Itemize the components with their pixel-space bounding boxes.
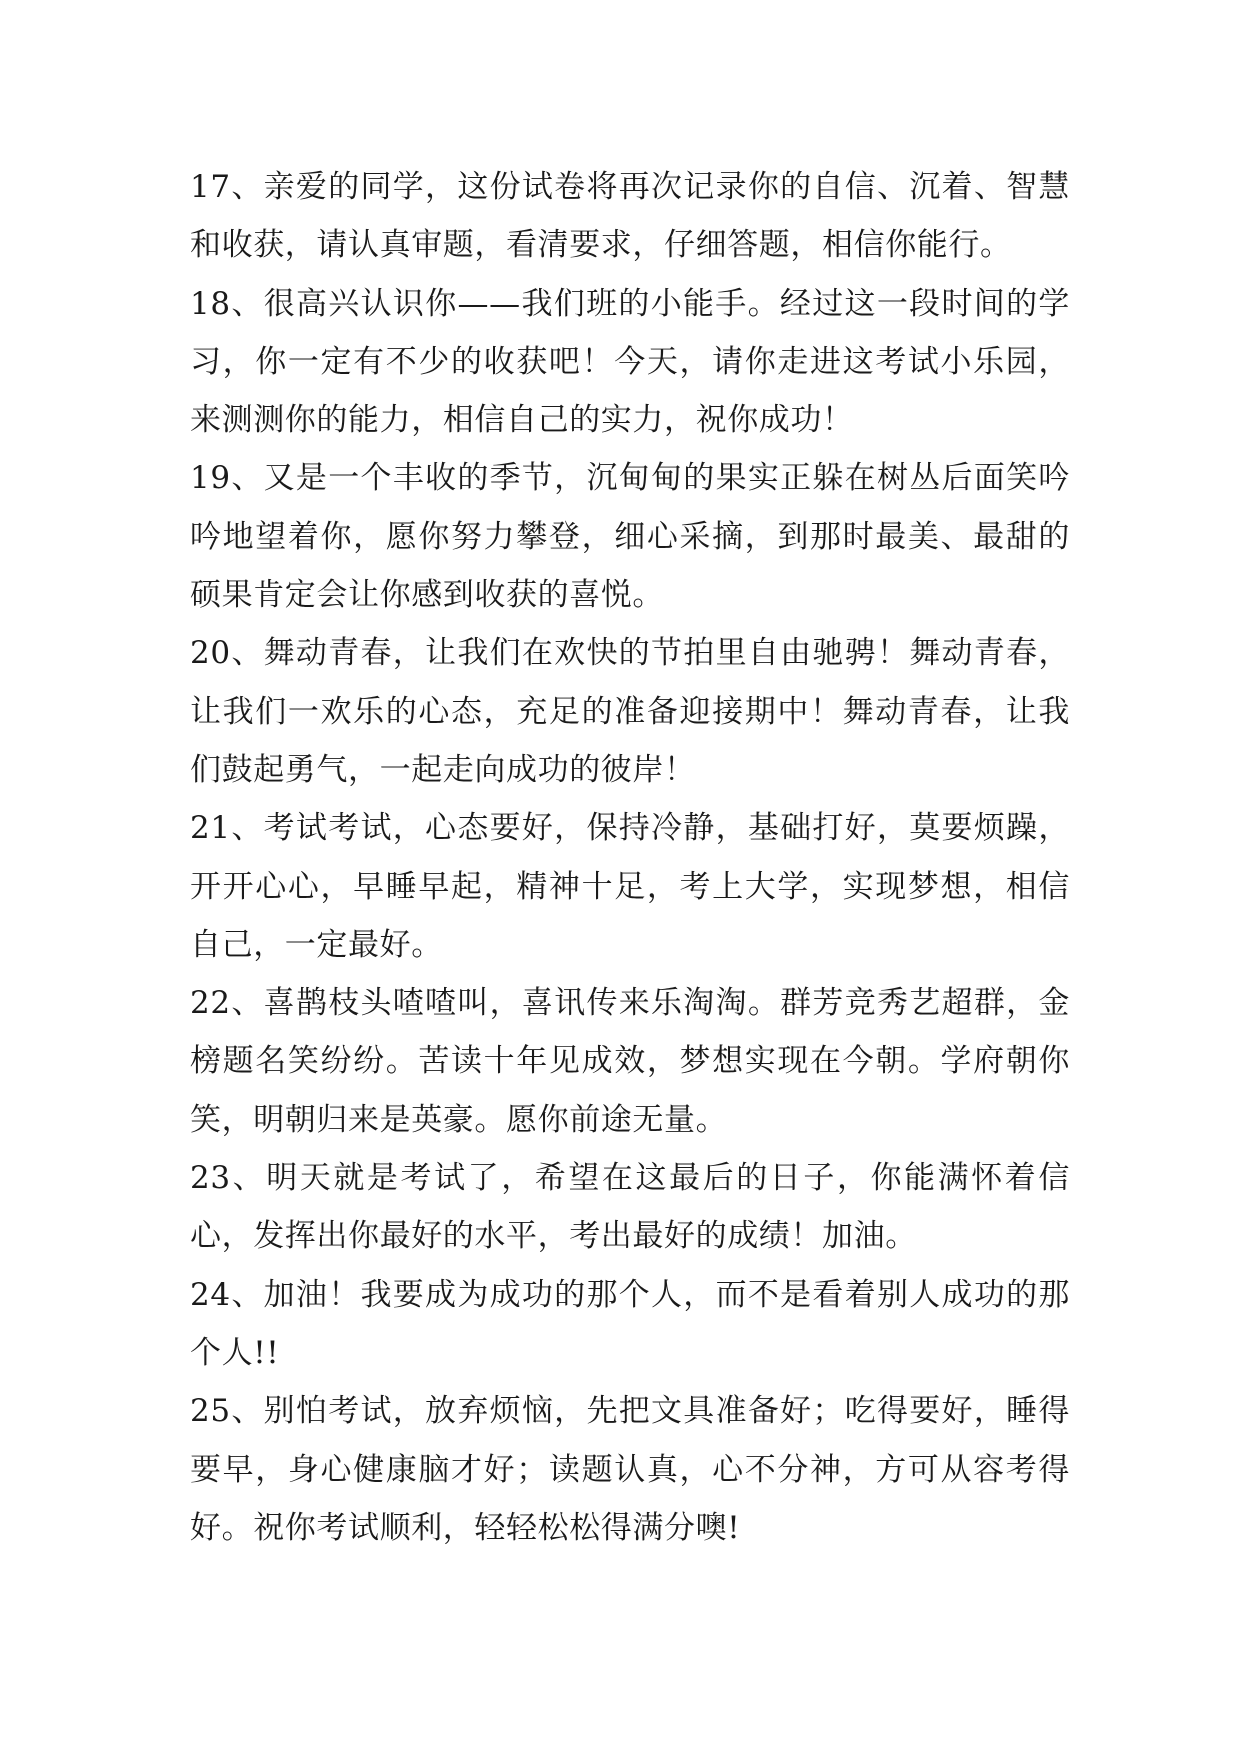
- entry-separator: 、: [230, 460, 264, 497]
- entry-number: 23: [190, 1160, 231, 1197]
- entry-number: 19: [190, 460, 231, 497]
- entry-separator: 、: [230, 985, 264, 1022]
- entry-text: 加油！我要成为成功的那个人，而不是看着别人成功的那个人!!: [190, 1276, 1070, 1371]
- entry-21: [190, 799, 1070, 974]
- entry-text: 亲爱的同学，这份试卷将再次记录你的自信、沉着、智慧和收获，请认真审题，看清要求，仔细答题，相信你能行。: [190, 169, 1070, 264]
- entry-number: 22: [190, 985, 231, 1022]
- entry-20: [190, 624, 1070, 799]
- entry-list: [190, 158, 1070, 1557]
- entry-separator: 、: [230, 1276, 264, 1313]
- entry-number: 25: [190, 1393, 231, 1430]
- entry-text: 明天就是考试了，希望在这最后的日子，你能满怀着信心，发挥出你最好的水平，考出最好的成绩！加油。: [190, 1160, 1070, 1255]
- entry-separator: 、: [230, 1160, 267, 1197]
- entry-separator: 、: [230, 635, 264, 672]
- entry-18: [190, 275, 1070, 450]
- entry-separator: 、: [230, 285, 264, 322]
- entry-24: [190, 1266, 1070, 1383]
- entry-text: 很高兴认识你——我们班的小能手。经过这一段时间的学习，你一定有不少的收获吧！今天，请你走进这考试小乐园，来测测你的能力，相信自己的实力，祝你成功！: [190, 285, 1071, 439]
- entry-separator: 、: [230, 810, 264, 847]
- entry-22: [190, 974, 1070, 1149]
- entry-number: 24: [190, 1276, 231, 1313]
- entry-text: 别怕考试，放弃烦恼，先把文具准备好；吃得要好，睡得要早，身心健康脑才好；读题认真，心不分神，方可从容考得好。祝你考试顺利，轻轻松松得满分噢!: [190, 1393, 1070, 1546]
- entry-19: [190, 449, 1070, 624]
- entry-23: [190, 1149, 1070, 1266]
- entry-17: [190, 158, 1070, 275]
- entry-separator: 、: [230, 169, 264, 205]
- entry-number: 20: [190, 635, 231, 672]
- entry-text: 考试考试，心态要好，保持冷静，基础打好，莫要烦躁，开开心心，早睡早起，精神十足，考上大学，实现梦想，相信自己，一定最好。: [190, 810, 1070, 963]
- entry-25: [190, 1382, 1070, 1557]
- entry-text: 喜鹊枝头喳喳叫，喜讯传来乐淘淘。群芳竞秀艺超群，金榜题名笑纷纷。苦读十年见成效，梦想实现在今朝。学府朝你笑，明朝归来是英豪。愿你前途无量。: [190, 985, 1070, 1138]
- entry-separator: 、: [230, 1393, 264, 1430]
- entry-text: 又是一个丰收的季节，沉甸甸的果实正躲在树丛后面笑吟吟地望着你，愿你努力攀登，细心采摘，到那时最美、最甜的硕果肯定会让你感到收获的喜悦。: [190, 460, 1070, 614]
- entry-number: 17: [190, 169, 231, 205]
- entry-text: 舞动青春，让我们在欢快的节拍里自由驰骋！舞动青春，让我们一欢乐的心态，充足的准备迎接期中！舞动青春，让我们鼓起勇气，一起走向成功的彼岸！: [190, 635, 1070, 788]
- entry-number: 18: [190, 285, 231, 322]
- entry-number: 21: [190, 810, 231, 847]
